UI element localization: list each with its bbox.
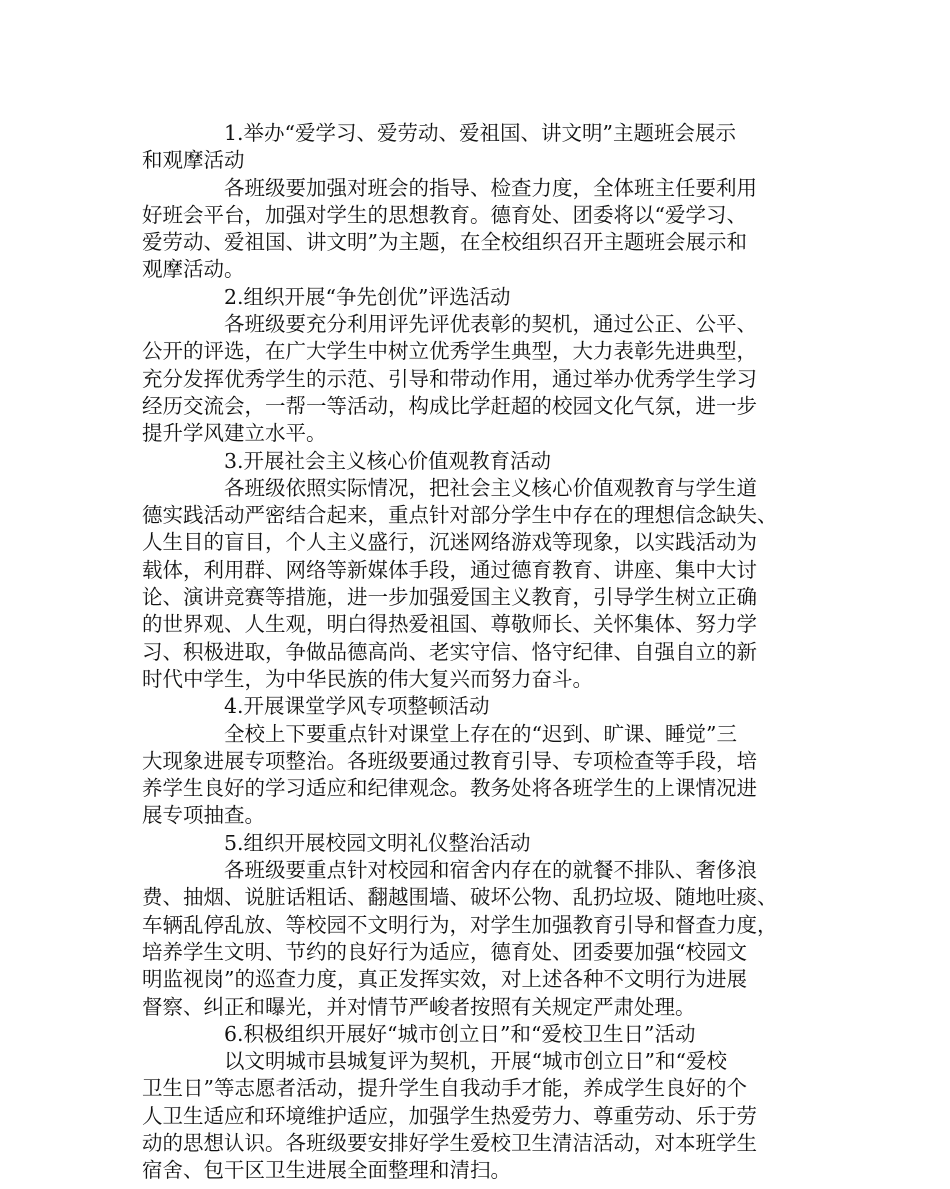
section-6-body: 以文明城市县城复评为契机，开展“城市创立日”和“爱校 卫生日”等志愿者活动，提升学生自我动手才能，养成学生良好的个 人卫生适应和环境维护适应，加强学生热爱劳力、尊重劳动、乐于劳 动的思想认识。各班级要安排好学生爱校卫生清洁活动，对本班学生 宿舍、包干区卫生进展全面整理和清扫。 (142, 1049, 757, 1183)
section-5-heading: 5.组织开展校园文明礼仪整治活动 (224, 830, 531, 855)
section-1-body: 各班级要加强对班会的指导、检查力度，全体班主任要利用 好班会平台，加强对学生的思想教育。德育处、团委将以“爱学习、 爱劳动、爱祖国、讲文明”为主题，在全校组织召开主题班会展示和 观摩活动。 (142, 175, 757, 282)
section-2-body: 各班级要充分利用评先评优表彰的契机，通过公正、公平、 公开的评选，在广大学生中树立优秀学生典型，大力表彰先进典型， 充分发挥优秀学生的示范、引导和带动作用，通过举办优秀学生学习 经历交流会，一帮一等活动，构成比学赶超的校园文化气氛，进一步 提升学风建立水平。 (142, 312, 757, 446)
section-6-heading: 6.积极组织开展好“城市创立日”和“爱校卫生日”活动 (224, 1021, 696, 1046)
section-3-body: 各班级依照实际情况，把社会主义核心价值观教育与学生道 德实践活动严密结合起来，重点针对部分学生中存在的理想信念缺失、 人生目的盲目，个人主义盛行，沉迷网络游戏等现象，以实践活动为 载体，利用群、网络等新媒体手段，通过德育教育、讲座、集中大讨 论、演讲竞赛等措施，进一步加强爱国主义教育，引导学生树立正确 的世界观、人生观，明白得热爱祖国、尊敬师长、关怀集体、努力学 习、积极进取，争做品德高尚、老实守信、恪守纪律、自强自立的新 时代中学生，为中华民族的伟大复兴而努力奋斗。 (142, 475, 778, 691)
document-page (142, 120, 814, 1185)
section-4-heading: 4.开展课堂学风专项整顿活动 (224, 694, 490, 719)
section-3-heading: 3.开展社会主义核心价值观教育活动 (224, 448, 552, 473)
section-5-body: 各班级要重点针对校园和宿舍内存在的就餐不排队、奢侈浪 费、抽烟、说脏话粗话、翻越围墙、破坏公物、乱扔垃圾、随地吐痰、 车辆乱停乱放、等校园不文明行为，对学生加强教育引导和督查力度， 培养学生文明、节约的良好行为适应，德育处、团委要加强“校园文 明监视岗”的巡查力度，真正发挥实效，对上述各种不文明行为进展 督察、纠正和曝光，并对情节严峻者按照有关规定严肃处理。 (142, 858, 778, 1019)
section-2-heading: 2.组织开展“争先创优”评选活动 (224, 284, 511, 309)
section-4-body: 全校上下要重点针对课堂上存在的“迟到、旷课、睡觉”三 大现象进展专项整治。各班级要通过教育引导、专项检查等手段，培 养学生良好的学习适应和纪律观念。教务处将各班学生的上课情况进 展专项抽查。 (142, 721, 757, 828)
section-1-heading: 1.举办“爱学习、爱劳动、爱祖国、讲文明”主题班会展示 和观摩活动 (142, 121, 737, 173)
